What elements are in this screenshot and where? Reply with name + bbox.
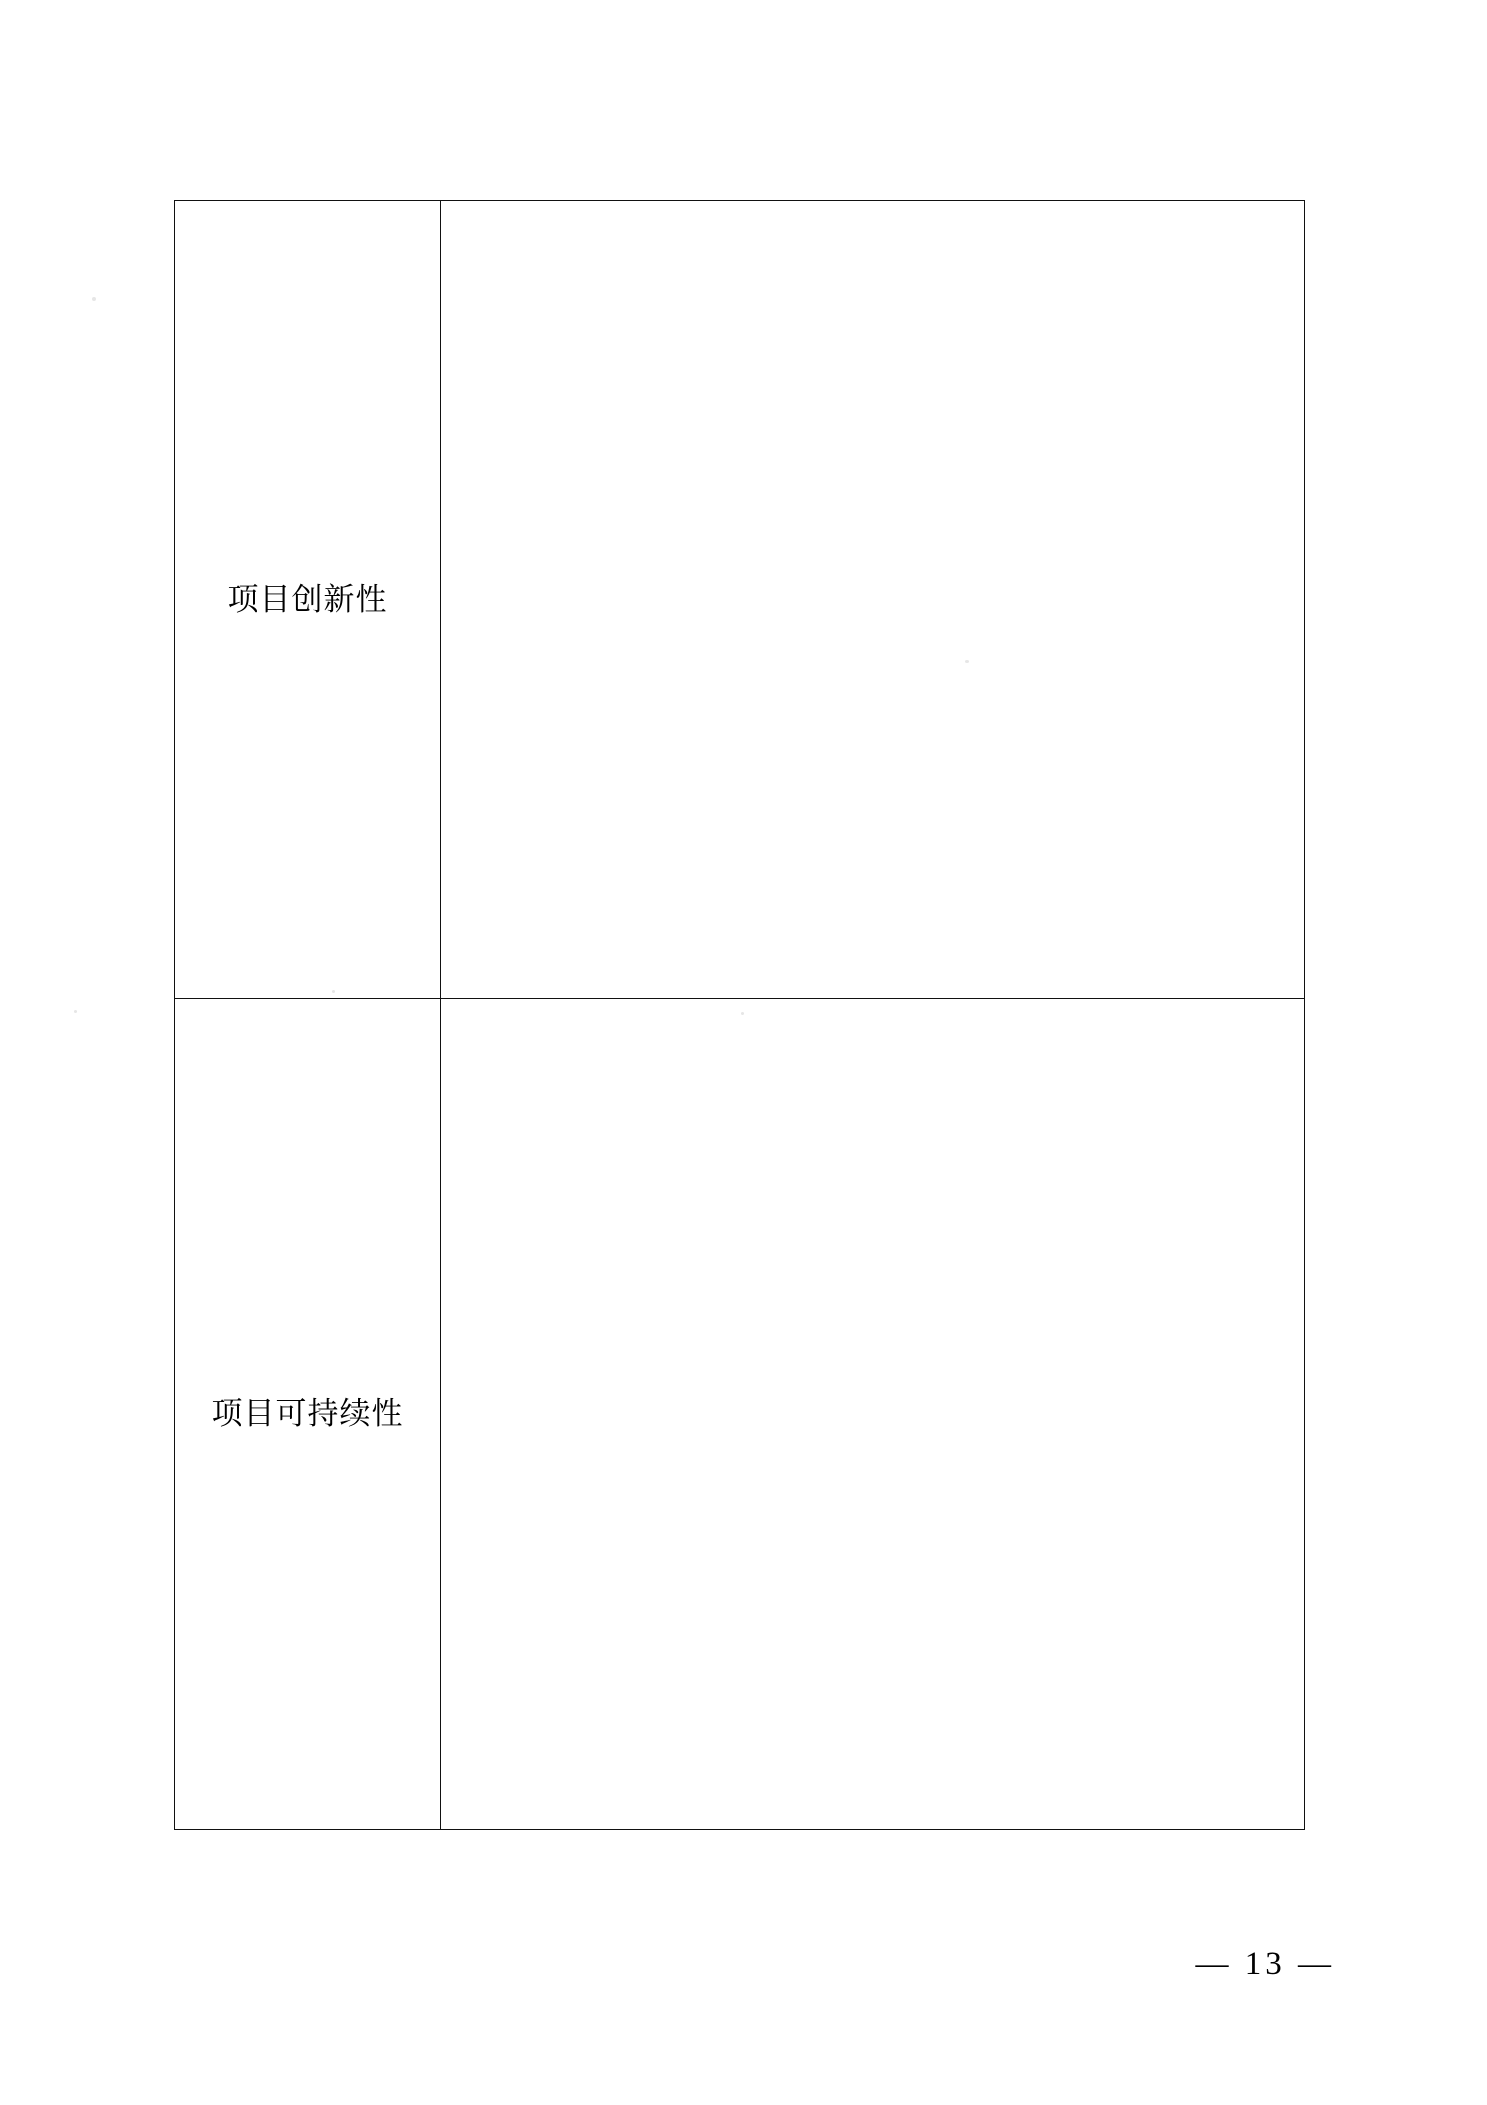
scan-speckle (92, 297, 96, 301)
innovation-content-text (441, 201, 1304, 998)
sustainability-content-text (441, 999, 1304, 1829)
table-row (175, 201, 1305, 999)
row-content-innovation[interactable] (441, 201, 1305, 999)
row-label-sustainability: 项目可持续性 (175, 999, 441, 1830)
scan-speckle (74, 1010, 77, 1013)
row-content-sustainability[interactable] (441, 999, 1305, 1830)
project-evaluation-table (174, 200, 1305, 1830)
row-label-innovation: 项目创新性 (175, 201, 441, 999)
page-number: — 13 — (1195, 1946, 1335, 1982)
table-row (175, 999, 1305, 1830)
